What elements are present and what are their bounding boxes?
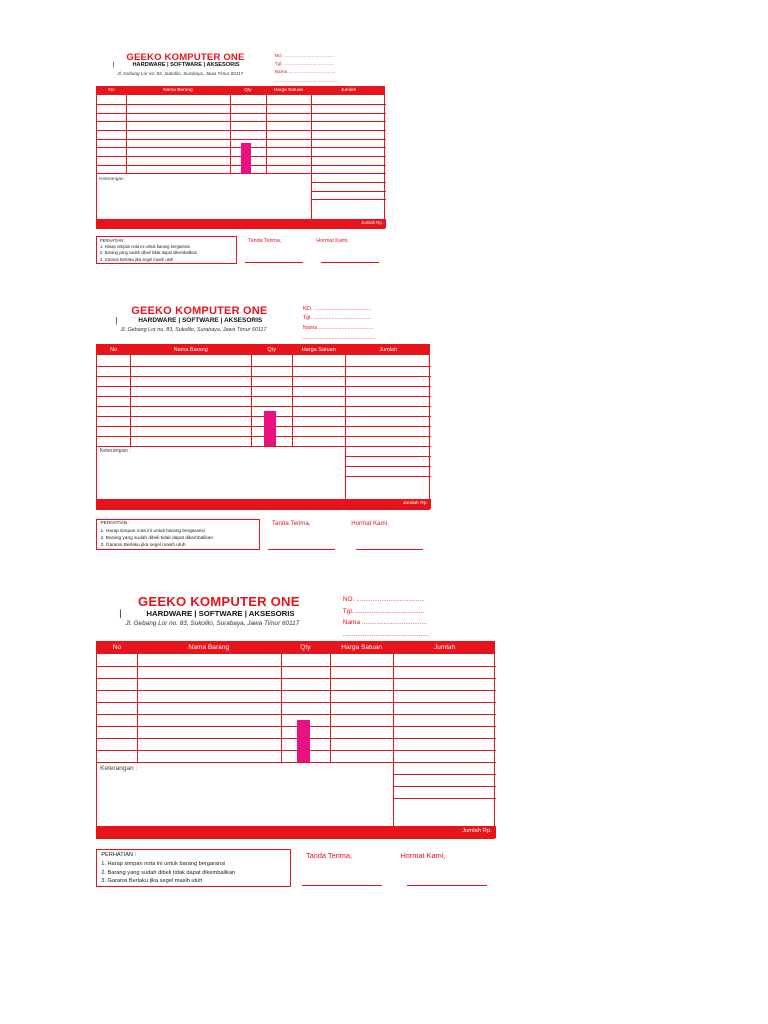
table-row-line [97, 113, 386, 114]
table-row-line [97, 446, 431, 447]
signature-line-receiver[interactable] [245, 262, 303, 263]
table-column-line [330, 654, 331, 762]
field-tgl[interactable]: Tgl. ...................................... [342, 607, 425, 615]
table-row-line [97, 690, 496, 691]
notice-box [96, 849, 291, 887]
table-row-line [311, 191, 385, 192]
tanda-terima-label: Tanda Terima, [306, 851, 352, 861]
table-row-line [97, 702, 496, 703]
table-column-line [230, 95, 231, 173]
notice-line: 3. Garansi Berlaku jika segel masih utuh [101, 878, 203, 885]
tanda-terima-label: Tanda Terima, [272, 520, 311, 528]
field-nama[interactable]: Nama .................................... [342, 619, 427, 627]
notice-title: PERHATIAN : [100, 237, 126, 243]
company-tagline: HARDWARE | SOFTWARE | AKSESORIS [138, 317, 263, 325]
table-column-line [311, 95, 312, 221]
notice-line: 2. Barang yang sudah dibeli tidak dapat dikembalikan [100, 250, 197, 256]
table-row-line [393, 798, 496, 799]
field-nama[interactable]: Nama .................................... [274, 69, 336, 75]
col-jumlah: Jumlah [379, 347, 398, 354]
field-tgl[interactable]: Tgl. ...................................... [274, 60, 334, 66]
table-row-line [311, 182, 385, 183]
table-row-line [97, 678, 496, 679]
table-row-line [97, 396, 431, 397]
keterangan-label: Keterangan : [99, 175, 127, 181]
signature-line-seller[interactable] [407, 885, 487, 886]
col-nama-barang: Nama Barang [173, 347, 208, 354]
col-qty: Qty [267, 347, 276, 354]
total-bar [97, 219, 386, 227]
table-column-line [393, 654, 394, 828]
separator-bar: | [112, 61, 115, 69]
notice-box [96, 236, 237, 263]
table-row-line [97, 406, 431, 407]
total-bar [97, 499, 431, 509]
field-no[interactable]: NO. ...................................... [274, 52, 334, 58]
field-no[interactable]: NO. ...................................... [302, 305, 372, 312]
table-row-line [97, 121, 386, 122]
invoice-fields [303, 305, 376, 344]
invoice-copy-3 [96, 592, 495, 939]
separator-bar: | [119, 607, 122, 619]
field-tgl[interactable]: Tgl. ...................................... [302, 315, 371, 322]
table-row-line [97, 139, 386, 140]
total-label: Jumlah Rp. [462, 828, 492, 835]
col-qty: Qty [300, 644, 311, 652]
col-qty: Qty [244, 87, 252, 93]
company-name: GEEKO KOMPUTER ONE [131, 304, 268, 317]
table-column-line [281, 654, 282, 762]
table-row-line [345, 466, 431, 467]
col-harga-satuan: Harga Satuan [301, 347, 336, 354]
table-header [97, 345, 429, 355]
table-column-line [345, 355, 346, 501]
table-row-line [97, 104, 386, 105]
notice-line: 2. Barang yang sudah dibeli tidak dapat dikembalikan [100, 535, 214, 541]
table-row-line [97, 173, 386, 174]
tanda-terima-label: Tanda Terima, [248, 237, 282, 244]
table-row-line [97, 762, 496, 763]
notice-line: 1. Harap simpan nota ini untuk barang bergaransi [101, 860, 226, 867]
table-header [97, 87, 384, 96]
notice-line: 1. Harap simpan nota ini untuk barang bergaransi [100, 528, 205, 534]
pink-marker [264, 411, 275, 446]
col-harga-satuan: Harga Satuan [341, 644, 382, 652]
invoice-fields [343, 594, 430, 640]
total-label: Jumlah Rp. [403, 501, 428, 507]
field-no[interactable]: NO. ...................................... [342, 596, 425, 604]
table-column-line [126, 95, 127, 173]
pink-marker [241, 143, 251, 173]
table-column-line [292, 355, 293, 445]
hormat-kami-label: Hormat Kami, [351, 520, 389, 528]
invoice-copy-2 [96, 303, 430, 593]
keterangan-label: Keterangan : [99, 448, 131, 455]
total-label: Jumlah Rp. [361, 220, 383, 226]
table-row-line [393, 774, 496, 775]
total-bar [97, 826, 496, 838]
col-harga-satuan: Harga Satuan [273, 87, 304, 93]
company-tagline: HARDWARE | SOFTWARE | AKSESORIS [132, 62, 240, 69]
hormat-kami-label: Hormat Kami, [400, 851, 446, 861]
table-column-line [130, 355, 131, 445]
items-table [96, 344, 430, 509]
signature-line-seller[interactable] [356, 549, 423, 550]
table-column-line [251, 355, 252, 445]
company-address: Jl. Gebang Lor no. 83, Sukolilo, Surabaya, Jawa Timur 60117 [120, 326, 267, 333]
table-row-line [345, 456, 431, 457]
col-nama-barang: Nama Barang [163, 87, 193, 93]
notice-line: 3. Garansi Berlaku jika segel masih utuh [100, 256, 174, 262]
company-address: Jl. Gebang Lor no. 83, Sukolilo, Surabaya, Jawa Timur 60117 [117, 70, 244, 76]
table-row-line [97, 376, 431, 377]
notice-title: PERHATIAN : [101, 852, 137, 859]
table-row-line [345, 476, 431, 477]
notice-box [96, 519, 260, 551]
table-row-line [311, 199, 385, 200]
col-no: No [110, 347, 118, 354]
table-column-line [137, 654, 138, 762]
signature-line-receiver[interactable] [268, 549, 335, 550]
table-row-line [97, 130, 386, 131]
items-table [96, 86, 385, 229]
table-row-line [393, 786, 496, 787]
col-nama-barang: Nama Barang [188, 644, 230, 652]
field-extra[interactable]: ................................................ [274, 77, 338, 83]
table-header [97, 642, 494, 654]
table-row-line [97, 714, 496, 715]
table-row-line [97, 666, 496, 667]
company-name: GEEKO KOMPUTER ONE [126, 51, 245, 63]
hormat-kami-label: Hormat Kami, [316, 237, 349, 244]
col-jumlah: Jumlah [433, 644, 456, 652]
invoice-fields [275, 52, 338, 85]
signature-line-receiver[interactable] [302, 885, 382, 886]
company-tagline: HARDWARE | SOFTWARE | AKSESORIS [146, 608, 295, 618]
signature-line-seller[interactable] [321, 262, 379, 263]
keterangan-label: Keterangan : [100, 765, 138, 773]
field-extra[interactable]: ................................................ [342, 630, 430, 638]
notice-line: 1. Harap simpan nota ini untuk barang bergaransi [100, 244, 190, 250]
notice-line: 3. Garansi Berlaku jika segel masih utuh [100, 543, 186, 549]
notice-line: 2. Barang yang sudah dibeli tidak dapat dikembalikan [101, 869, 236, 876]
pink-marker [297, 720, 311, 762]
field-extra[interactable]: ................................................ [302, 334, 376, 341]
invoice-copy-1 [96, 50, 385, 301]
notice-title: PERHATIAN : [100, 521, 130, 527]
col-no: No [108, 87, 115, 93]
table-row-line [97, 366, 431, 367]
field-nama[interactable]: Nama .................................... [302, 325, 374, 332]
table-row-line [97, 386, 431, 387]
col-no: No [112, 644, 122, 652]
company-name: GEEKO KOMPUTER ONE [138, 594, 300, 610]
items-table [96, 641, 495, 838]
table-column-line [266, 95, 267, 173]
col-jumlah: Jumlah [340, 87, 357, 93]
separator-bar: | [115, 316, 118, 326]
company-address: Jl. Gebang Lor no. 83, Sukolilo, Surabaya, Jawa Timur 60117 [125, 620, 300, 628]
